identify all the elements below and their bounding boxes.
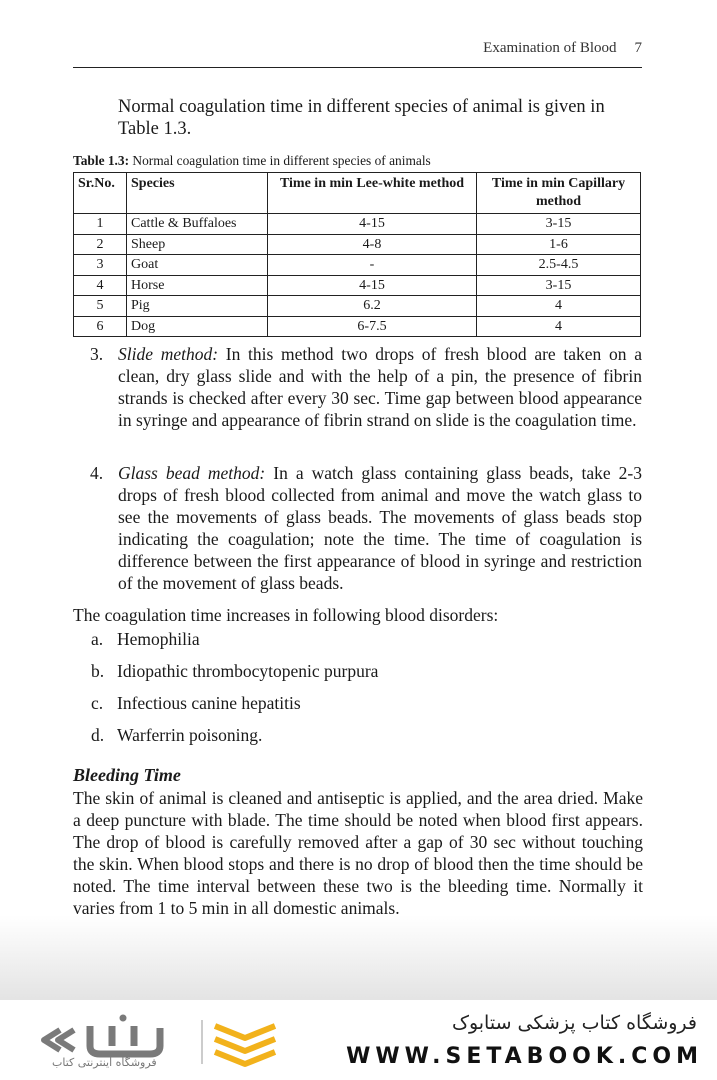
cell-lee-white: 6.2 xyxy=(268,296,477,317)
page-number: 7 xyxy=(634,40,642,56)
cell-species: Horse xyxy=(127,275,268,296)
method-number: 4. xyxy=(90,463,104,483)
cell-species: Cattle & Buffaloes xyxy=(127,214,268,235)
method-text: In a watch glass containing glass beads, take 2-3 drops of fresh blood collected from animal and move the watch glass to see the movements of glass beads. The movements of glass beads stop indicating the coagulation; note the time. The time of coagulation is difference between the first appearance of blood in syringe and restriction of the movement of glass beads. xyxy=(118,463,642,593)
running-header xyxy=(73,40,642,68)
table-header-row xyxy=(74,173,641,214)
method-title: Glass bead method: xyxy=(118,463,266,483)
cell-sr-no: 6 xyxy=(74,316,127,337)
coagulation-table xyxy=(73,172,641,337)
table-caption-text: Normal coagulation time in different species of animals xyxy=(129,153,431,168)
list-item-letter: d. xyxy=(91,725,105,745)
cell-lee-white: 4-15 xyxy=(268,275,477,296)
header-lee-white: Time in min Lee-white method xyxy=(268,173,477,214)
header-sr-no: Sr.No. xyxy=(74,173,127,214)
cell-sr-no: 3 xyxy=(74,255,127,276)
cell-lee-white: 6-7.5 xyxy=(268,316,477,337)
cell-species: Pig xyxy=(127,296,268,317)
cell-species: Dog xyxy=(127,316,268,337)
table-row xyxy=(74,234,641,255)
method-number: 3. xyxy=(90,344,104,364)
cell-sr-no: 4 xyxy=(74,275,127,296)
page-bottom-shadow xyxy=(0,915,717,1005)
logo-tagline: فروشگاه اینترنتی کتاب xyxy=(52,1056,157,1069)
cell-capillary: 2.5-4.5 xyxy=(477,255,641,276)
cell-lee-white: 4-15 xyxy=(268,214,477,235)
method-item-slide xyxy=(90,343,642,431)
intro-paragraph: Normal coagulation time in different species of animal is given in Table 1.3. xyxy=(118,97,605,139)
list-item xyxy=(91,692,301,714)
list-item-text: Idiopathic thrombocytopenic purpura xyxy=(117,661,379,681)
bleeding-time-paragraph: The skin of animal is cleaned and antiseptic is applied, and the area dried. Make a deep puncture with blade. The time should be noted when blood first appears. The drop of blood is carefully removed after a gap of 30 sec without touching the skin. When blood stops and there is no drop of blood then the time should be noted. The time interval between these two is the bleeding time. Normally it varies from 1 to 5 min in all domestic animals. xyxy=(73,788,643,918)
table-caption-label: Table 1.3: xyxy=(73,153,130,168)
cell-lee-white: 4-8 xyxy=(268,234,477,255)
list-item-letter: a. xyxy=(91,629,104,649)
list-item xyxy=(91,628,200,650)
cell-lee-white: - xyxy=(268,255,477,276)
list-item-text: Warferrin poisoning. xyxy=(117,725,263,745)
table-caption xyxy=(73,153,653,169)
store-url-link[interactable]: WWW.SETABOOK.COM xyxy=(346,1044,703,1069)
header-capillary: Time in min Capillary method xyxy=(477,173,641,214)
table-row xyxy=(74,255,641,276)
table-row xyxy=(74,316,641,337)
header-species: Species xyxy=(127,173,268,214)
list-item-text: Hemophilia xyxy=(117,629,200,649)
cell-sr-no: 5 xyxy=(74,296,127,317)
cell-capillary: 3-15 xyxy=(477,214,641,235)
cell-species: Sheep xyxy=(127,234,268,255)
cell-capillary: 4 xyxy=(477,296,641,317)
section-heading-bleeding-time: Bleeding Time xyxy=(73,765,181,785)
cell-sr-no: 1 xyxy=(74,214,127,235)
cell-species: Goat xyxy=(127,255,268,276)
table-row xyxy=(74,296,641,317)
cell-capillary: 4 xyxy=(477,316,641,337)
cell-capillary: 1-6 xyxy=(477,234,641,255)
list-item xyxy=(91,660,378,682)
method-item-glass-bead xyxy=(90,462,642,594)
table-row xyxy=(74,275,641,296)
disorders-intro: The coagulation time increases in following blood disorders: xyxy=(73,605,499,625)
cell-sr-no: 2 xyxy=(74,234,127,255)
method-text: In this method two drops of fresh blood are taken on a clean, dry glass slide and with the help of a pin, the presence of fibrin strands is checked after every 30 sec. Time gap between blood appearance in syringe and appearance of fibrin strand on slide is the coagulation time. xyxy=(118,344,642,430)
list-item-text: Infectious canine hepatitis xyxy=(117,693,301,713)
table-row xyxy=(74,214,641,235)
store-name: فروشگاه کتاب پزشکی ستابوک xyxy=(451,1012,697,1034)
cell-capillary: 3-15 xyxy=(477,275,641,296)
list-item-letter: b. xyxy=(91,661,105,681)
list-item xyxy=(91,724,262,746)
running-title: Examination of Blood xyxy=(483,40,617,56)
list-item-letter: c. xyxy=(91,693,104,713)
method-title: Slide method: xyxy=(118,344,219,364)
